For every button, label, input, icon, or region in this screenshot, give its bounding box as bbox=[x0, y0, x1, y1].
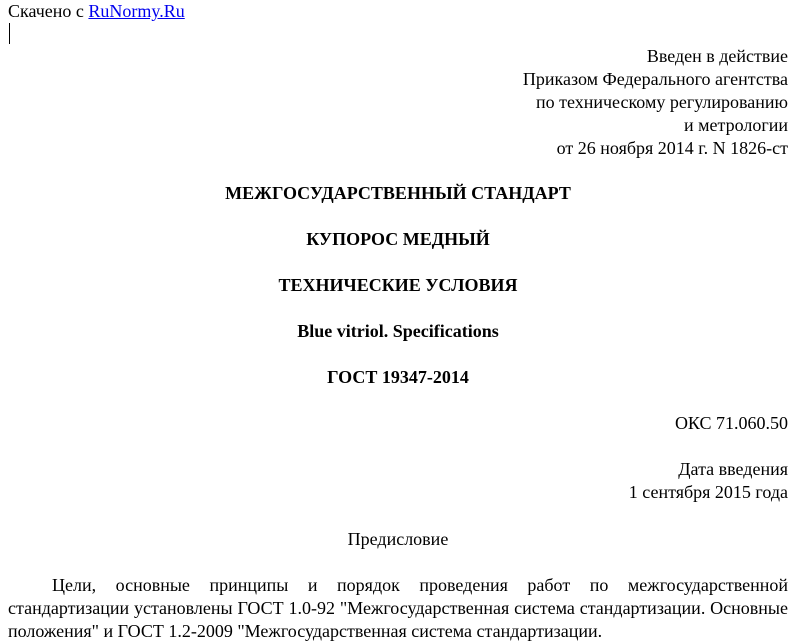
introduction-label: Дата введения bbox=[678, 459, 788, 479]
document-subtitle: ТЕХНИЧЕСКИЕ УСЛОВИЯ bbox=[278, 275, 518, 295]
standard-code: ГОСТ 19347-2014 bbox=[327, 367, 469, 387]
okc-code: ОКС 71.060.50 bbox=[674, 413, 788, 433]
enacted-line-4: и метрологии bbox=[684, 115, 788, 135]
introduction-date: 1 сентября 2015 года bbox=[628, 482, 788, 502]
enacted-line-5: от 26 ноября 2014 г. N 1826-ст bbox=[556, 138, 788, 158]
enacted-line-2: Приказом Федерального агентства bbox=[522, 69, 788, 89]
text-cursor bbox=[9, 23, 10, 44]
foreword-heading: Предисловие bbox=[347, 529, 449, 549]
source-prefix: Скачено с bbox=[8, 1, 89, 21]
source-line bbox=[8, 0, 185, 23]
standard-type-heading: МЕЖГОСУДАРСТВЕННЫЙ СТАНДАРТ bbox=[225, 183, 571, 203]
source-link[interactable]: RuNormy.Ru bbox=[88, 1, 185, 21]
foreword-paragraph: Цели, основные принципы и порядок проведения работ по межгосударственной стандартизации установлены ГОСТ 1.0-92 "Межгосударственная система стандартизации. Основные положения" и ГОСТ 1.2-2009 "Межгосударственная система стандартизации. bbox=[8, 575, 788, 641]
enacted-line-1: Введен в действие bbox=[646, 46, 788, 66]
document-title: КУПОРОС МЕДНЫЙ bbox=[306, 229, 490, 249]
english-title: Blue vitriol. Specifications bbox=[297, 321, 499, 341]
enacted-line-3: по техническому регулированию bbox=[535, 92, 788, 112]
